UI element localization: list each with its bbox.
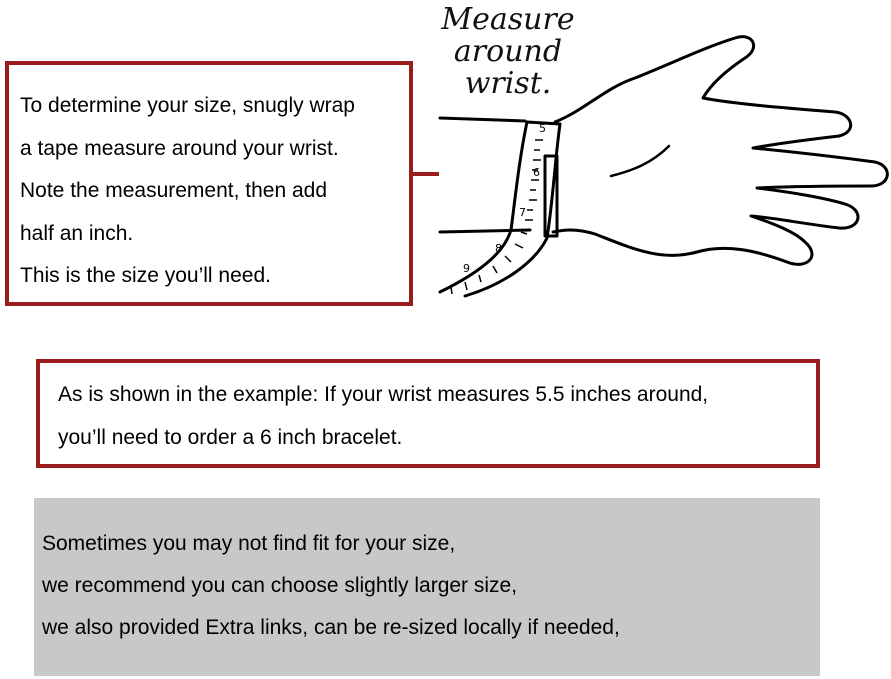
instruction-line: Note the measurement, then add xyxy=(20,179,328,202)
example-box xyxy=(36,359,820,468)
tape-number: 9 xyxy=(463,262,470,275)
caption-line: around xyxy=(453,34,563,69)
example-line: As is shown in the example: If your wrist measures 5.5 inches around, xyxy=(58,383,709,406)
illustration-caption xyxy=(438,4,578,100)
instruction-line: half an inch. xyxy=(20,221,134,245)
note-line: we also provided Extra links, can be re-sized locally if needed, xyxy=(42,616,620,639)
instruction-line: This is the size you’ll need. xyxy=(20,264,271,287)
instruction-line: To determine your size, snugly wrap xyxy=(20,94,355,117)
tape-number: 5 xyxy=(539,122,546,135)
note-line: we recommend you can choose slightly larger size, xyxy=(42,574,518,597)
connector-line xyxy=(413,172,439,176)
example-line: you’ll need to order a 6 inch bracelet. xyxy=(58,426,403,449)
instruction-line: a tape measure around your wrist. xyxy=(20,136,339,160)
instructions-box xyxy=(5,61,413,306)
tape-number: 6 xyxy=(533,166,540,179)
tape-number: 8 xyxy=(495,242,502,255)
caption-line: Measure xyxy=(441,2,575,37)
note-line: Sometimes you may not find fit for your size, xyxy=(42,532,456,555)
caption-line: wrist. xyxy=(464,66,552,101)
tape-number: 7 xyxy=(519,206,526,219)
note-box xyxy=(34,498,820,676)
